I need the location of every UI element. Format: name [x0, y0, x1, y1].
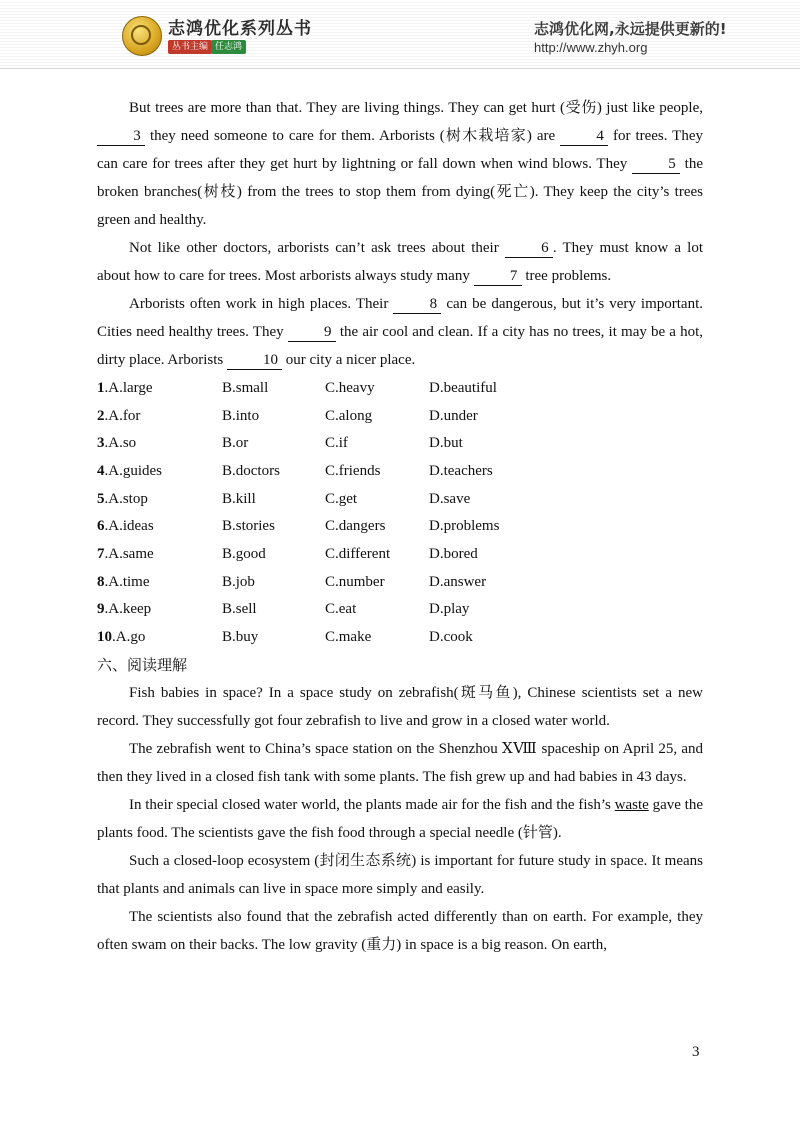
underlined-word: waste: [614, 796, 649, 813]
passage1-paragraph3: Arborists often work in high places. Their 8 can be dangerous, but it’s very important. Cities need healthy trees. They 9 the air cool and clean. If a city has no trees, it may be a hot, dirty place. Arborists 10 our city a nicer place.: [97, 296, 703, 368]
option-row: 2.A.for B.into C.along D.under: [97, 407, 478, 424]
blank-6: 6: [505, 239, 553, 258]
blank-10: 10: [227, 351, 282, 370]
options-list: [97, 374, 703, 651]
option-row: 10.A.go B.buy C.make D.cook: [97, 629, 473, 646]
blank-9: 9: [288, 323, 336, 342]
blank-8: 8: [393, 295, 441, 314]
option-row: 1.A.large B.small C.heavy D.beautiful: [97, 379, 497, 396]
blank-3: 3: [97, 127, 145, 146]
badge-editor-name: 任志鸿: [211, 40, 246, 54]
option-row: 4.A.guides B.doctors C.friends D.teachers: [97, 462, 493, 479]
page-header: [0, 0, 800, 69]
page-number: 3: [692, 1044, 700, 1060]
reading-paragraph2: The zebrafish went to China’s space station on the Shenzhou ⅩⅧ spaceship on April 25, and then they lived in a closed fish tank with some plants. The fish grew up and had babies in 43 days.: [97, 740, 703, 785]
reading-paragraph4: Such a closed-loop ecosystem (封闭生态系统) is important for future study in space. It means that plants and animals can live in space more simply and easily.: [97, 852, 703, 897]
reading-paragraph5: The scientists also found that the zebrafish acted differently than on earth. For example, they often swam on their backs. The low gravity (重力) in space is a big reason. On earth,: [97, 908, 703, 953]
option-row: 8.A.time B.job C.number D.answer: [97, 573, 487, 590]
option-row: 9.A.keep B.sell C.eat D.play: [97, 601, 470, 618]
reading-paragraph3: In their special closed water world, the plants made air for the fish and the fish’s waste gave the plants food. The scientists gave the fish food through a special needle (针管).: [97, 796, 703, 841]
option-row: 7.A.same B.good C.different D.bored: [97, 545, 478, 562]
option-row: 5.A.stop B.kill C.get D.save: [97, 490, 471, 507]
page-content: [97, 94, 703, 959]
passage1-paragraph1: But trees are more than that. They are living things. They can get hurt (受伤) just like people, 3 they need someone to care for them. Arborists (树木栽培家) are 4 for trees. They can care for trees after they get hurt by lightning or fall down when wind blows. They 5 the broken branches(树枝) from the trees to stop them from dying(死亡). They keep the city’s trees green and healthy.: [97, 100, 703, 228]
header-slogan: 志鸿优化网,永远提供更新的!: [534, 20, 727, 38]
option-row: 3.A.so B.or C.if D.but: [97, 435, 463, 452]
passage1-paragraph2: Not like other doctors, arborists can’t ask trees about their 6 . They must know a lot about how to care for trees. Most arborists always study many 7 tree problems.: [97, 240, 704, 284]
option-row: 6.A.ideas B.stories C.dangers D.problems: [97, 518, 500, 535]
publisher-logo-icon: [122, 16, 162, 56]
reading-paragraph1: Fish babies in space? In a space study on zebrafish(斑马鱼), Chinese scientists set a new record. They successfully got four zebrafish to live and grow in a closed water world.: [97, 684, 703, 729]
blank-5: 5: [632, 155, 680, 174]
series-title: 志鸿优化系列丛书: [168, 19, 312, 39]
header-url[interactable]: http://www.zhyh.org: [534, 40, 648, 55]
blank-4: 4: [560, 127, 608, 146]
section-title: 六、阅读理解: [97, 655, 188, 674]
blank-7: 7: [474, 267, 522, 286]
badge-editor: 丛书主编: [168, 40, 212, 54]
